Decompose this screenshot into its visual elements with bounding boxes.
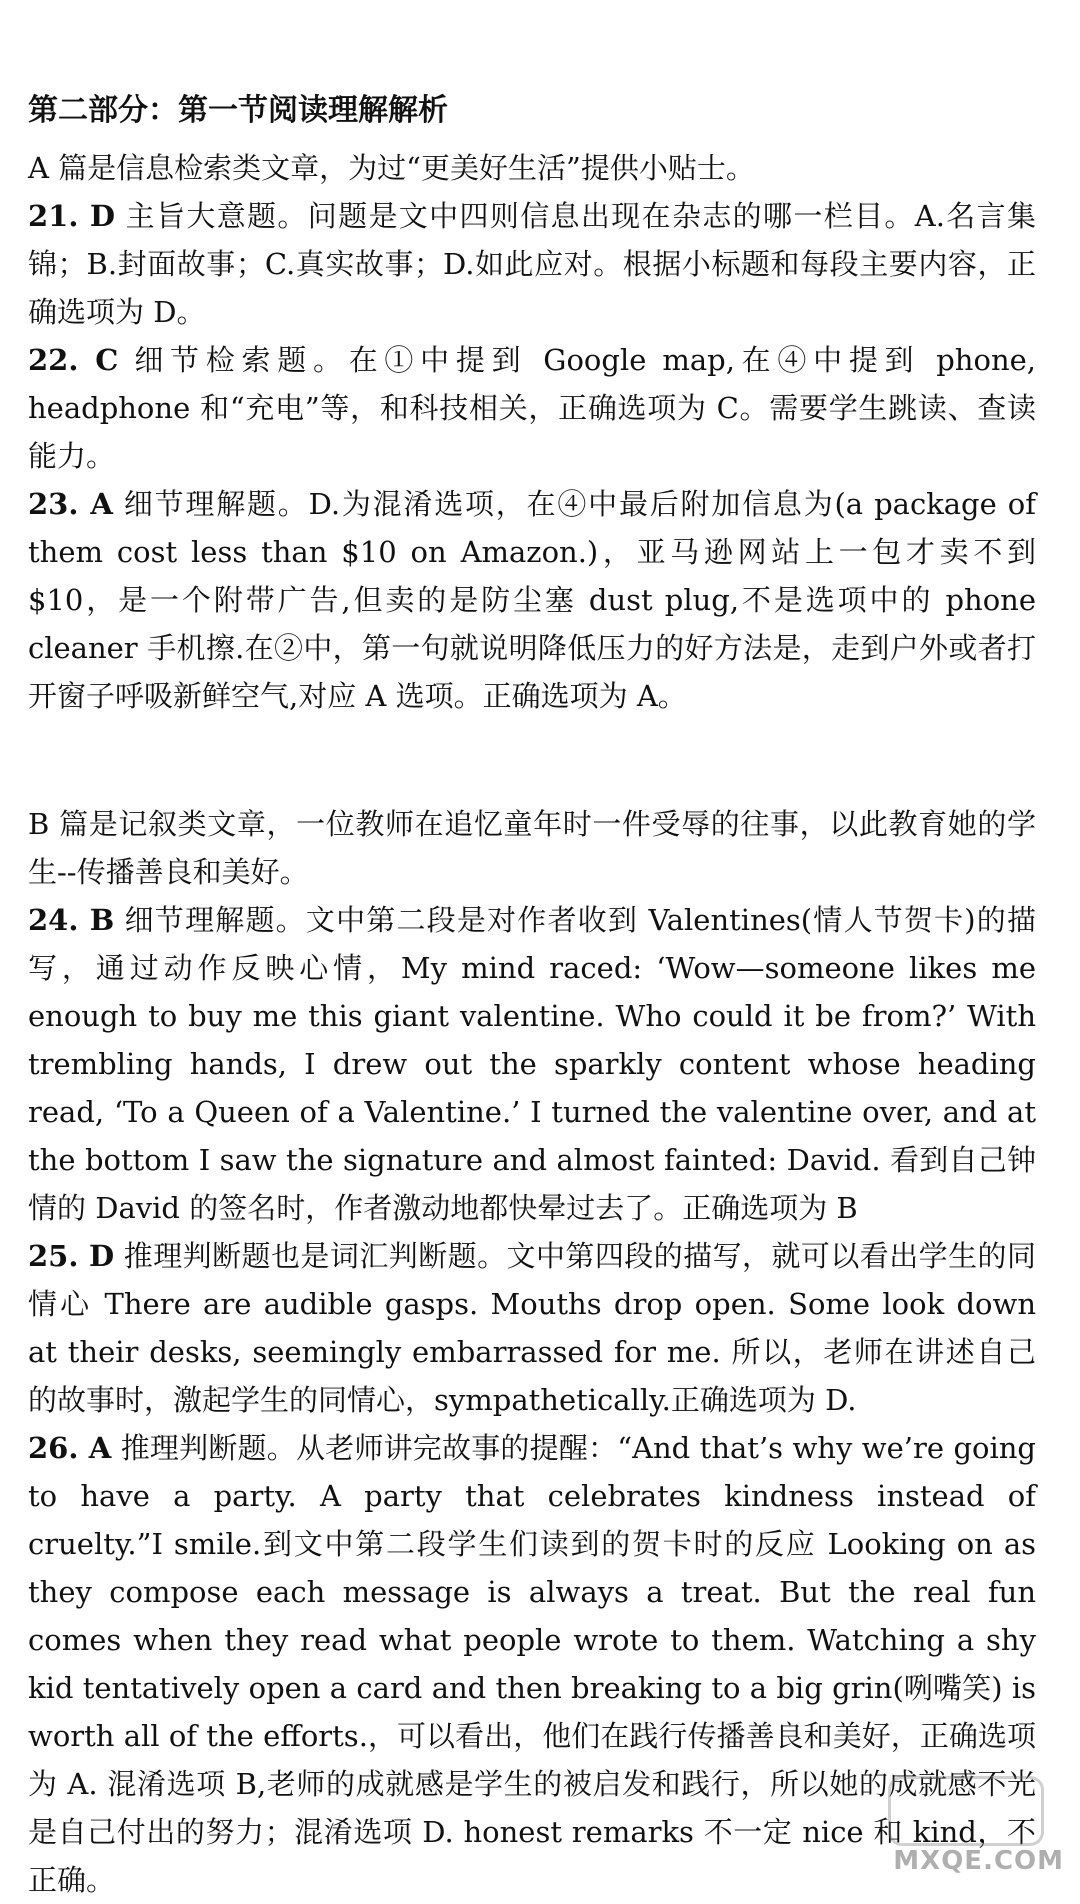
paragraph-q22 [28,336,1036,480]
logo-text: MXQE.COM [893,1846,1064,1876]
section-spacer [28,720,1036,800]
logo-mark [888,1776,1044,1846]
paragraph-text: 细节理解题。文中第二段是对作者收到 Valentines(情人节贺卡)的描写，通过动作反映心情，My mind raced: ‘Wow—someone likes me enough to buy me this giant valentine. Who could it be from?’ With trembling hands, I drew out the sparkly content whose heading read, ‘To a Queen of a Valentine.’ I turned the valentine over, and at the bottom I saw the signature and almost fainted: David. 看到自己钟情的 David 的签名时，作者激动地都快晕过去了。正确选项为 B [28,903,1036,1225]
paragraph-text: 细节理解题。D.为混淆选项，在④中最后附加信息为(a package of them cost less than $10 on Amazon.)，亚马逊网站上一包才卖不到 $10，是一个附带广告,但卖的是防尘塞 dust plug,不是选项中的 phone cleaner 手机擦.在②中，第一句就说明降低压力的好方法是，走到户外或者打开窗子呼吸新鲜空气,对应 A 选项。正确选项为 A。 [28,487,1036,713]
item-number: 24. B [28,903,115,937]
paragraph-text: B 篇是记叙类文章，一位教师在追忆童年时一件受辱的往事，以此教育她的学生--传播善良和美好。 [28,807,1036,889]
paragraph-text: 细节检索题。在①中提到 Google map,在④中提到 phone, headphone 和“充电”等，和科技相关，正确选项为 C。需要学生跳读、查读能力。 [28,343,1036,473]
paragraph-text: 推理判断题也是词汇判断题。文中第四段的描写，就可以看出学生的同情心 There are audible gasps. Mouths drop open. Some look down at their desks, seemingly embarrassed for me. 所以，老师在讲述自己的故事时，激起学生的同情心，sympathetically.正确选项为 D. [28,1239,1036,1417]
item-number: 21. D [28,199,116,233]
paragraph-q25 [28,1232,1036,1424]
paragraph-q23 [28,480,1036,720]
paragraph-q24 [28,896,1036,1232]
paragraph-text: 主旨大意题。问题是文中四则信息出现在杂志的哪一栏目。A.名言集锦；B.封面故事；C.真实故事；D.如此应对。根据小标题和每段主要内容，正确选项为 D。 [28,199,1036,329]
paragraph-a-intro [28,144,1036,192]
item-number: 25. D [28,1239,115,1273]
item-number: 23. A [28,487,113,521]
paragraph-text: 推理判断题。从老师讲完故事的提醒：“And that’s why we’re going to have a party. A party that celebrates kindness instead of cruelty.”I smile.到文中第二段学生们读到的贺卡时的反应 Looking on as they compose each message is always a treat. But the real fun comes when they read what people wrote to them. Watching a shy kid tentatively open a card and then breaking to a big grin(咧嘴笑) is worth all of the efforts.，可以看出，他们在践行传播善良和美好，正确选项为 A. 混淆选项 B,老师的成就感是学生的被启发和践行，所以她的成就感不光是自己付出的努力；混淆选项 D. honest remarks 不一定 nice 和 kind，不正确。 [28,1431,1036,1897]
item-number: 22. C [28,343,119,377]
paragraph-text: A 篇是信息检索类文章，为过“更美好生活”提供小贴士。 [28,151,755,185]
answer-site-logo-icon [874,1776,1064,1876]
paragraph-b-intro [28,800,1036,896]
paragraph-q21 [28,192,1036,336]
page-title: 第二部分：第一节阅读理解解析 [28,93,448,128]
item-number: 26. A [28,1431,112,1465]
